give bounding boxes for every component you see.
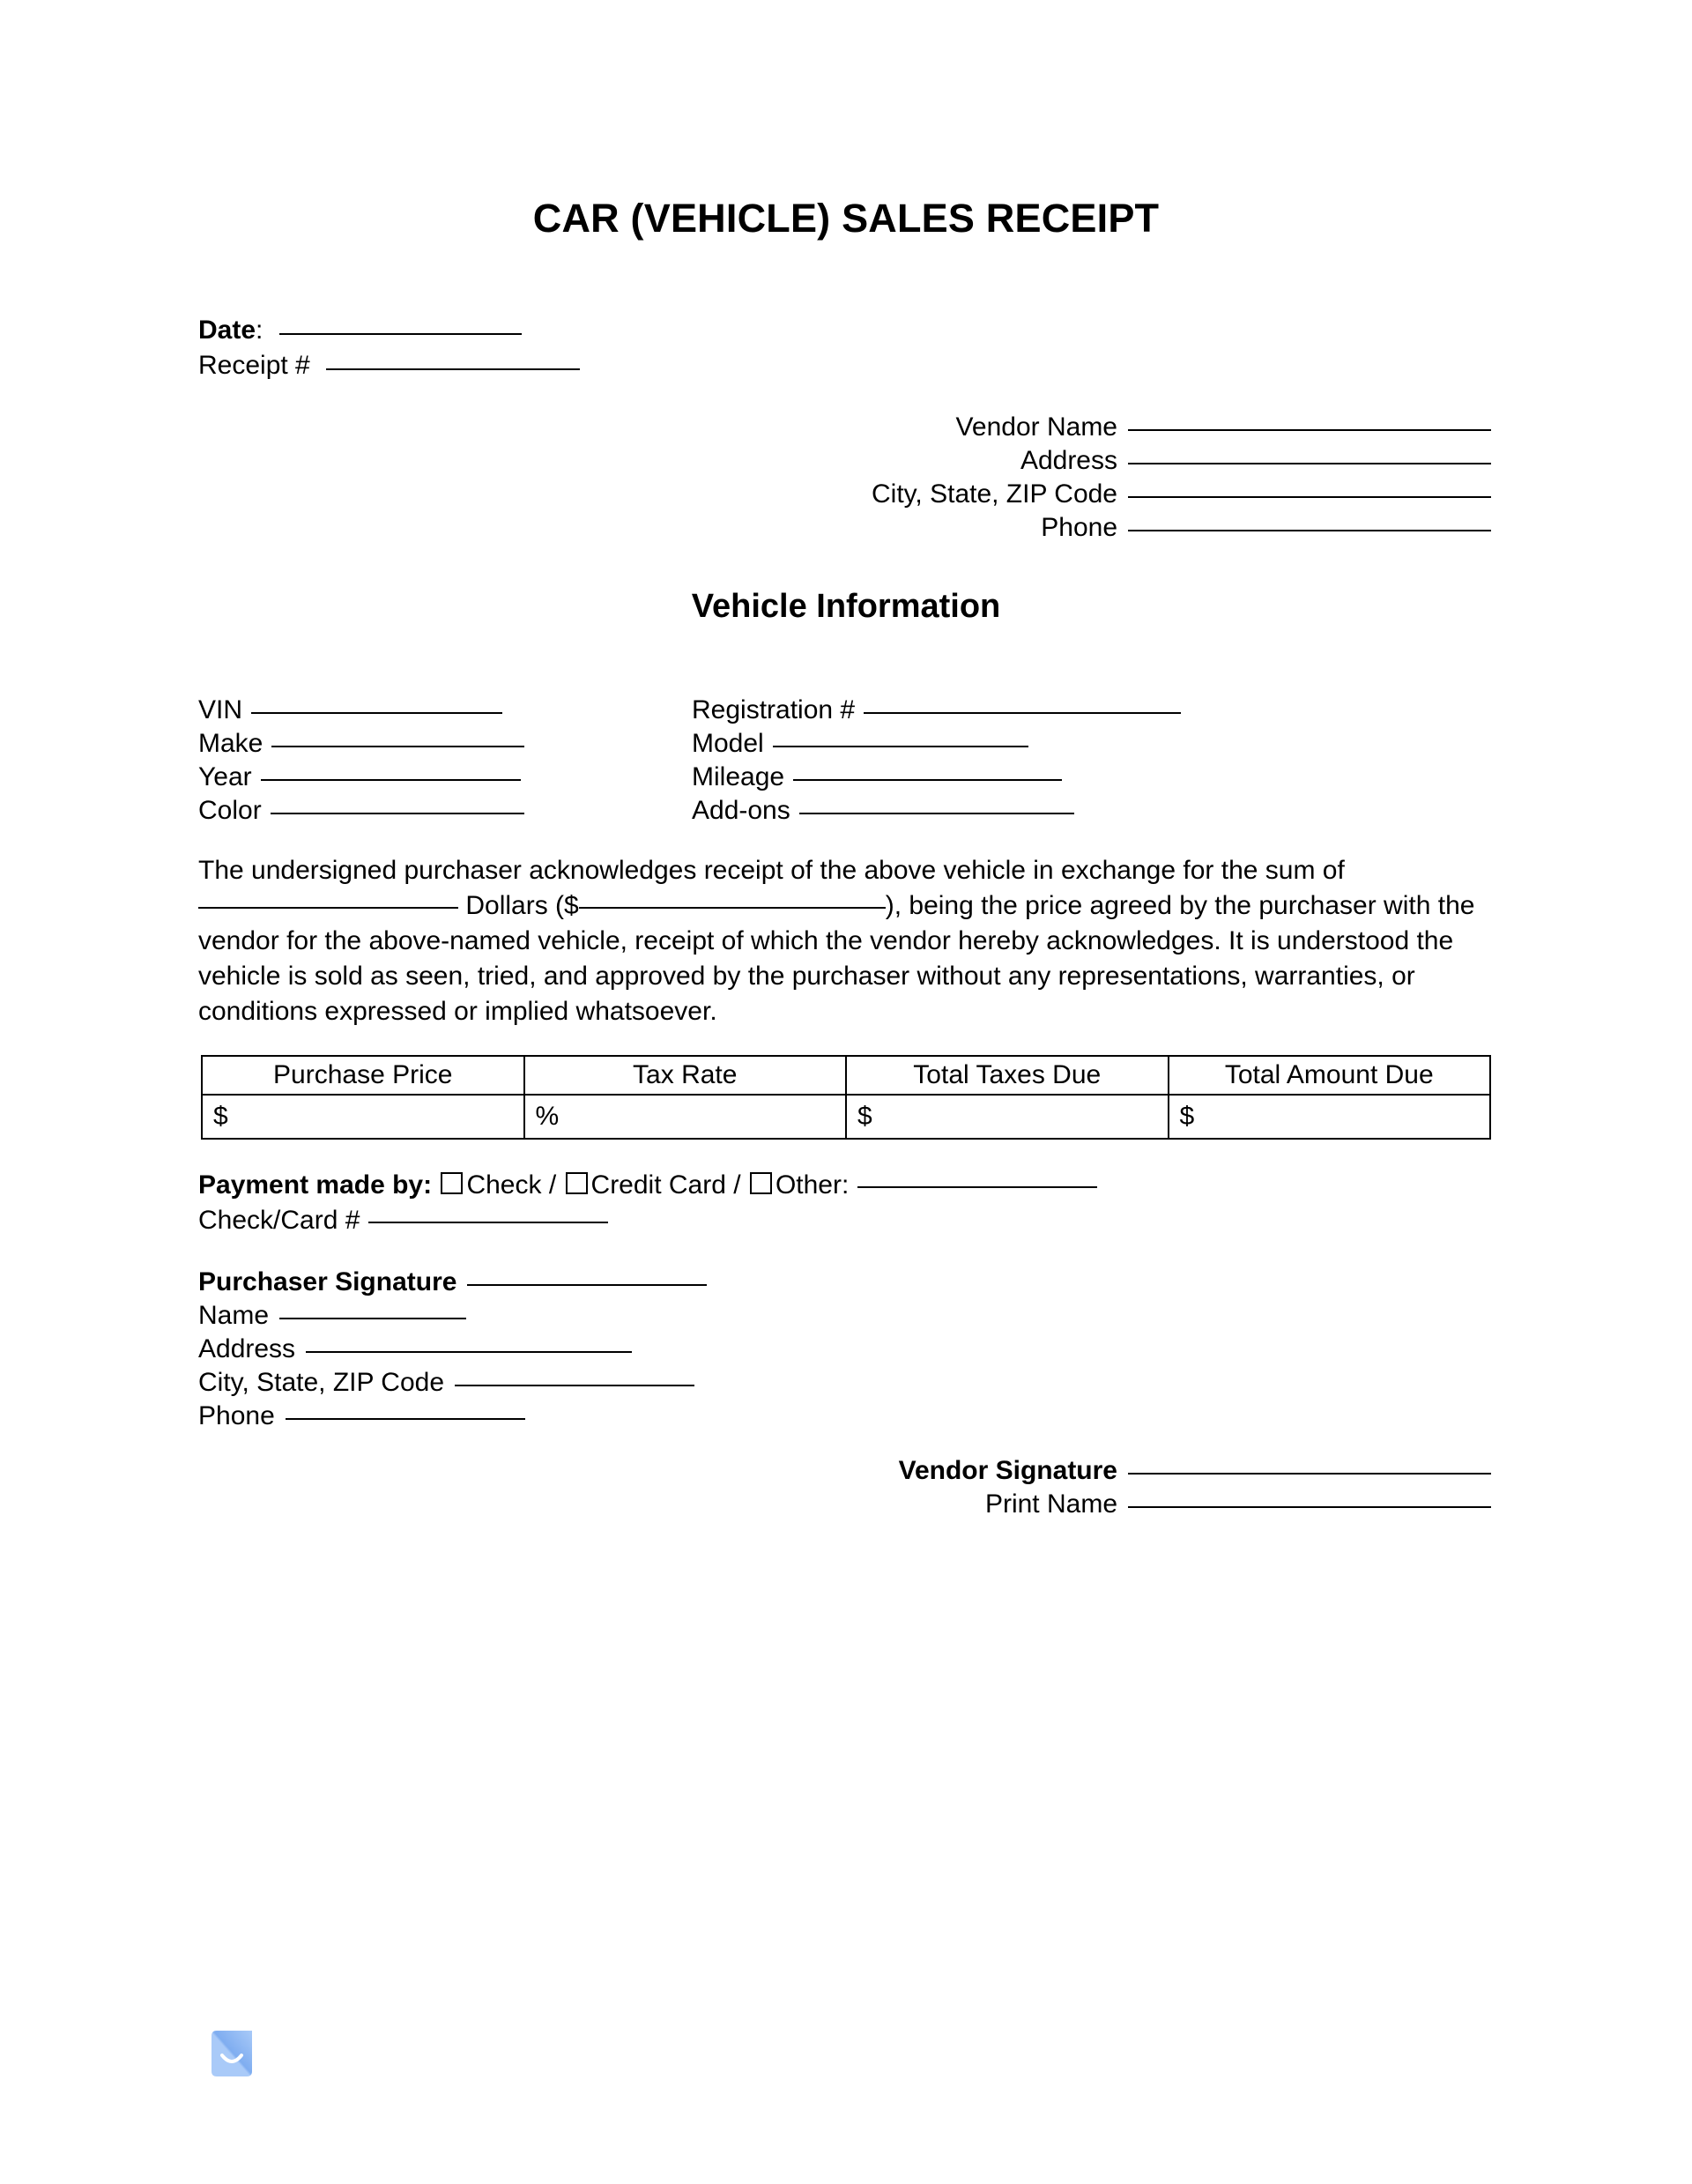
registration-label: Registration # [692,695,856,724]
agreement-text-part1: The undersigned purchaser acknowledges receipt of the above vehicle in exchange for the sum of [198,856,1345,885]
column-header-purchase-price: Purchase Price [202,1056,524,1095]
vendor-print-name-input-line[interactable] [1128,1505,1491,1508]
purchaser-name-input-line[interactable] [279,1317,466,1319]
mileage-label: Mileage [692,762,785,791]
cell-purchase-price[interactable]: $ [202,1095,524,1139]
make-input-line[interactable] [271,745,524,747]
section-heading-vehicle-information: Vehicle Information [691,588,1001,625]
payment-separator-2: / [733,1170,741,1200]
cell-total-taxes-due[interactable]: $ [846,1095,1169,1139]
purchaser-city-state-zip-input-line[interactable] [455,1384,694,1386]
date-colon: : [256,316,263,345]
date-input-line[interactable] [279,332,522,335]
addons-input-line[interactable] [799,812,1074,814]
vin-input-line[interactable] [251,711,502,714]
credit-card-option-label: Credit Card [590,1170,726,1200]
vendor-signature-row [899,1454,1491,1488]
card-number-input-line[interactable] [368,1221,608,1223]
document-smile-logo-icon [210,2029,254,2078]
purchaser-signature-input-line[interactable] [467,1283,707,1286]
card-number-row [198,1203,1097,1238]
purchaser-address-label: Address [198,1334,296,1363]
amount-words-input-line[interactable] [198,906,458,909]
vendor-info-block [872,411,1491,545]
purchaser-city-state-zip-label: City, State, ZIP Code [198,1368,445,1397]
purchaser-signature-block [198,1266,707,1433]
color-input-line[interactable] [271,812,524,814]
vehicle-row-year-mileage [198,761,1494,794]
addons-label: Add-ons [692,796,790,825]
vendor-print-name-label: Print Name [984,1489,1117,1519]
vendor-signature-input-line[interactable] [1128,1472,1491,1475]
logo-shape [212,2031,252,2076]
registration-input-line[interactable] [864,711,1181,714]
vin-label: VIN [198,695,243,724]
make-label: Make [198,729,263,758]
vendor-signature-block [899,1454,1491,1521]
purchaser-phone-row [198,1400,707,1433]
vendor-print-name-row [899,1488,1491,1521]
checkbox-other[interactable] [750,1172,772,1194]
purchaser-phone-label: Phone [198,1401,275,1430]
dollars-word-label: Dollars ($ [465,891,579,920]
amount-table-header-row [202,1056,1490,1095]
purchaser-name-row [198,1299,707,1333]
receipt-field-row [198,348,580,383]
column-header-total-taxes-due: Total Taxes Due [846,1056,1169,1095]
cell-total-amount-due[interactable]: $ [1169,1095,1491,1139]
logo-svg [210,2029,254,2078]
vendor-phone-row [872,511,1491,545]
payment-made-by-label: Payment made by [198,1170,424,1200]
other-option-label: Other: [775,1170,850,1200]
agreement-text-part2: ), being the price agreed by the purchaser with the vendor for the above-named vehicle, receipt of which the vendor hereby acknowledges. It is understood the vehicle is sold as seen, tried, and approved by the purchaser without any representations, warranties, or conditions expressed or implied whatsoever. [198,891,1475,1026]
table-row [202,1095,1490,1139]
receipt-input-line[interactable] [326,368,580,370]
header-fields-block [198,313,580,383]
payment-colon: : [423,1170,433,1200]
vendor-name-row [872,411,1491,444]
purchaser-name-label: Name [198,1301,270,1330]
cell-tax-rate[interactable]: % [524,1095,847,1139]
check-option-label: Check [466,1170,542,1200]
amount-numeric-input-line[interactable] [579,906,886,909]
vendor-name-input-line[interactable] [1128,428,1491,431]
vehicle-information-grid [198,694,1494,828]
vendor-city-state-zip-row [872,478,1491,511]
column-header-total-amount-due: Total Amount Due [1169,1056,1491,1095]
vehicle-row-color-addons [198,794,1494,828]
card-number-label: Check/Card # [198,1206,360,1235]
year-label: Year [198,762,252,791]
vendor-city-state-zip-input-line[interactable] [1128,495,1491,498]
agreement-paragraph [198,853,1485,1029]
page-title: CAR (VEHICLE) SALES RECEIPT [532,196,1160,241]
year-input-line[interactable] [261,778,521,781]
vehicle-row-vin-registration [198,694,1494,727]
vendor-address-input-line[interactable] [1128,462,1491,464]
model-label: Model [692,729,764,758]
vendor-city-state-zip-label: City, State, ZIP Code [871,479,1117,509]
vendor-address-row [872,444,1491,478]
purchaser-address-row [198,1333,707,1366]
payment-method-block [198,1168,1097,1238]
purchaser-signature-label: Purchaser Signature [198,1267,457,1296]
amount-table [201,1055,1491,1140]
payment-separator-1: / [548,1170,557,1200]
vendor-name-label: Vendor Name [955,412,1117,442]
other-payment-input-line[interactable] [857,1185,1097,1188]
model-input-line[interactable] [773,745,1028,747]
vendor-phone-label: Phone [1041,513,1117,542]
mileage-input-line[interactable] [793,778,1062,781]
date-field-row [198,313,580,348]
vendor-address-label: Address [1020,446,1117,475]
color-label: Color [198,796,262,825]
payment-method-row [198,1168,1097,1203]
purchaser-address-input-line[interactable] [306,1350,632,1353]
vendor-signature-label: Vendor Signature [898,1456,1117,1485]
purchaser-signature-row [198,1266,707,1299]
date-label: Date [198,316,256,345]
checkbox-credit-card[interactable] [566,1172,588,1194]
purchaser-city-state-zip-row [198,1366,707,1400]
vehicle-row-make-model [198,727,1494,761]
receipt-label: Receipt # [198,351,310,380]
purchaser-phone-input-line[interactable] [286,1417,525,1420]
vendor-phone-input-line[interactable] [1128,529,1491,531]
column-header-tax-rate: Tax Rate [524,1056,847,1095]
checkbox-check[interactable] [441,1172,463,1194]
